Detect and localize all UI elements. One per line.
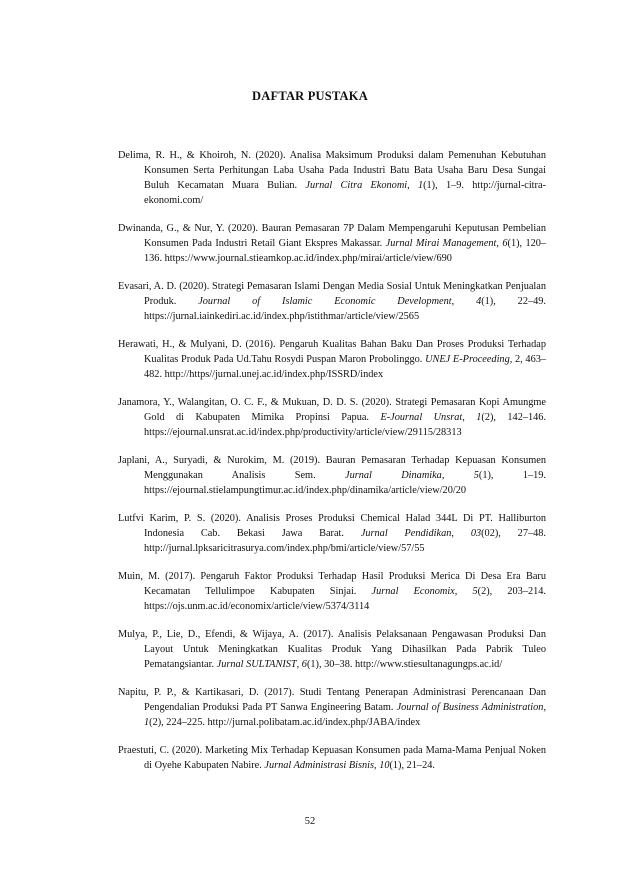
reference-text: Praestuti, C. (2020). Marketing Mix Terhadap Kepuasan Konsumen pada Mama-Mama Penjual Noken di Oyehe Kabupaten Nabire. <box>118 745 546 771</box>
reference-details: 2, 463–482. http://https//jurnal.unej.ac.id/index.php/ISSRD/index <box>144 354 547 380</box>
reference-item: Janamora, Y., Walangitan, O. C. F., & Mukuan, D. D. S. (2020). Strategi Pemasaran Kopi Amungme Gold di Kabupaten Mimika Propinsi Papua. E-Journal Unsrat, 1(2), 142–146. https://ejournal.unsrat.ac.id/index.php/productivity/article/view/29115/28313 <box>118 397 547 438</box>
reference-item: Mulya, P., Lie, D., Efendi, & Wijaya, A. (2017). Analisis Pelaksanaan Pengawasan Produksi Dan Layout Untuk Meningkatkan Kualitas Produk Yang Dihasilkan Pada Pabrik Tuleo Pematangsiantar. Jurnal SULTANIST, 6(1), 30–38. http://www.stiesultanagungps.ac.id/ <box>118 629 546 670</box>
reference-text: Janamora, Y., Walangitan, O. C. F., & Mukuan, D. D. S. (2020). Strategi Pemasaran Kopi Amungme Gold di Kabupaten Mimika Propinsi Papua. <box>118 397 546 423</box>
reference-text: Mulya, P., Lie, D., Efendi, & Wijaya, A. (2017). Analisis Pelaksanaan Pengawasan Produksi Dan Layout Untuk Meningkatkan Kualitas Produk Yang Dihasilkan Pada Pabrik Tuleo Pematangsiantar. <box>118 629 546 670</box>
reference-list <box>118 148 546 773</box>
reference-item: Delima, R. H., & Khoiroh, N. (2020). Analisa Maksimum Produksi dalam Pemenuhan Kebutuhan Konsumen Serta Perhitungan Laba Usaha Pada Industri Batu Bata Usaha Baru Desa Sungai Buluh Kecamatan Muara Bulian. Jurnal Citra Ekonomi, 1(1), 1–9. http://jurnal-citra-ekonomi.com/ <box>118 150 546 206</box>
volume: 03 <box>470 528 482 539</box>
journal-name: UNEJ E-Proceeding <box>425 354 510 365</box>
reference-text: Evasari, A. D. (2020). Strategi Pemasaran Islami Dengan Media Sosial Untuk Meningkatkan Penjualan Produk. <box>118 281 546 307</box>
volume: 1 <box>144 717 150 728</box>
reference-item: Dwinanda, G., & Nur, Y. (2020). Bauran Pemasaran 7P Dalam Mempengaruhi Keputusan Pembelian Konsumen Pada Industri Retail Giant Ekspres Makassar. Jurnal Mirai Management, 6(1), 120–136. https://www.journal.stieamkop.ac.id/index.php/mirai/article/view/690 <box>118 223 547 264</box>
reference-item: Praestuti, C. (2020). Marketing Mix Terhadap Kepuasan Konsumen pada Mama-Mama Penjual Noken di Oyehe Kabupaten Nabire. Jurnal Administrasi Bisnis, 10(1), 21–24. <box>118 745 546 771</box>
reference-item: Napitu, P. P., & Kartikasari, D. (2017). Studi Tentang Penerapan Administrasi Perencanaan Dan Pengendalian Produksi Pada PT Sanwa Engineering Batam. Journal of Business Administration, 1(2), 224–225. http://jurnal.polibatam.ac.id/index.php/JABA/index <box>118 687 547 728</box>
journal-name: Jurnal Mirai Management <box>385 238 497 249</box>
journal-name: Journal of Business Administration <box>396 702 544 713</box>
volume: 1 <box>476 412 482 423</box>
reference-details: (2), 203–214. https://ojs.unm.ac.id/economix/article/view/5374/3114 <box>144 586 547 612</box>
reference-details: (1), 1–19. https://ejournal.stielampungtimur.ac.id/index.php/dinamika/article/view/20/20 <box>144 470 547 496</box>
reference-text: Lutfvi Karim, P. S. (2020). Analisis Proses Produksi Chemical Halad 344L Di PT. Halliburton Indonesia Cab. Bekasi Jawa Barat. <box>118 513 546 539</box>
journal-name: Jurnal Administrasi Bisnis <box>264 760 375 771</box>
journal-name: Jurnal Pendidikan <box>360 528 452 539</box>
journal-name: Jurnal Economix <box>371 586 455 597</box>
volume: 5 <box>473 470 479 481</box>
journal-name: Jurnal SULTANIST <box>216 659 297 670</box>
journal-name: Jurnal Dinamika <box>345 470 442 481</box>
journal-name: Journal of Islamic Economic Development <box>198 296 452 307</box>
page-number: 52 <box>304 816 316 827</box>
volume: 5 <box>472 586 478 597</box>
journal-name: Jurnal Citra Ekonomi <box>305 180 408 191</box>
reference-details: (2), 142–146. https://ejournal.unsrat.ac.id/index.php/productivity/article/view/29115/28313 <box>144 412 547 438</box>
reference-details: (1), 1–9. http://jurnal-citra-ekonomi.com/ <box>144 180 546 206</box>
reference-item: Muin, M. (2017). Pengaruh Faktor Produksi Terhadap Hasil Produksi Merica Di Desa Era Baru Kecamatan Tellulimpoe Kabupaten Sinjai. Jurnal Economix, 5(2), 203–214. https://ojs.unm.ac.id/economix/article/view/5374/3114 <box>118 571 547 612</box>
page-title: DAFTAR PUSTAKA <box>252 89 368 103</box>
reference-item: Lutfvi Karim, P. S. (2020). Analisis Proses Produksi Chemical Halad 344L Di PT. Halliburton Indonesia Cab. Bekasi Jawa Barat. Jurnal Pendidikan, 03(02), 27–48. http://jurnal.lpksaricitrasurya.com/index.php/bmi/article/view/57/55 <box>118 513 546 554</box>
reference-text: Muin, M. (2017). Pengaruh Faktor Produksi Terhadap Hasil Produksi Merica Di Desa Era Baru Kecamatan Tellulimpoe Kabupaten Sinjai. <box>118 571 546 597</box>
reference-item: Herawati, H., & Mulyani, D. (2016). Pengaruh Kualitas Bahan Baku Dan Proses Produksi Terhadap Kualitas Produk Pada Ud.Tahu Rosydi Puspan Maron Probolinggo. UNEJ E-Proceeding, 2, 463–482. http://https//jurnal.unej.ac.id/index.php/ISSRD/index <box>118 339 547 380</box>
reference-details: (02), 27–48. http://jurnal.lpksaricitrasurya.com/index.php/bmi/article/view/57/55 <box>144 528 546 554</box>
reference-details: (1), 22–49. https://jurnal.iainkediri.ac.id/index.php/istithmar/article/view/2565 <box>144 296 546 322</box>
reference-text: Delima, R. H., & Khoiroh, N. (2020). Analisa Maksimum Produksi dalam Pemenuhan Kebutuhan Konsumen Serta Perhitungan Laba Usaha Pada Industri Batu Bata Usaha Baru Desa Sungai Buluh Kecamatan Muara Bulian. <box>118 150 546 191</box>
volume: 6 <box>502 238 508 249</box>
reference-text: Napitu, P. P., & Kartikasari, D. (2017). Studi Tentang Penerapan Administrasi Perencanaan Dan Pengendalian Produksi Pada PT Sanwa Engineering Batam. <box>118 687 546 713</box>
reference-details: (2), 224–225. http://jurnal.polibatam.ac.id/index.php/JABA/index <box>149 717 421 728</box>
reference-details: (1), 21–24. <box>389 760 435 771</box>
reference-text: Japlani, A., Suryadi, & Nurokim, M. (2019). Bauran Pemasaran Terhadap Kepuasan Konsumen Menggunakan Analisis Sem. <box>118 455 546 481</box>
reference-text: Herawati, H., & Mulyani, D. (2016). Pengaruh Kualitas Bahan Baku Dan Proses Produksi Terhadap Kualitas Produk Pada Ud.Tahu Rosydi Puspan Maron Probolinggo. <box>118 339 546 365</box>
reference-details: (1), 120–136. https://www.journal.stieamkop.ac.id/index.php/mirai/article/view/690 <box>144 238 547 264</box>
reference-item: Japlani, A., Suryadi, & Nurokim, M. (2019). Bauran Pemasaran Terhadap Kepuasan Konsumen Menggunakan Analisis Sem. Jurnal Dinamika, 5(1), 1–19. https://ejournal.stielampungtimur.ac.id/index.php/dinamika/article/view/20/20 <box>118 455 547 496</box>
reference-item: Evasari, A. D. (2020). Strategi Pemasaran Islami Dengan Media Sosial Untuk Meningkatkan Penjualan Produk. Journal of Islamic Economic Development, 4(1), 22–49. https://jurnal.iainkediri.ac.id/index.php/istithmar/article/view/2565 <box>118 281 546 322</box>
reference-text: Dwinanda, G., & Nur, Y. (2020). Bauran Pemasaran 7P Dalam Mempengaruhi Keputusan Pembelian Konsumen Pada Industri Retail Giant Ekspres Makassar. <box>118 223 546 249</box>
volume: 1 <box>417 180 424 191</box>
volume: 10 <box>379 760 390 771</box>
journal-name: E-Journal Unsrat <box>380 412 463 423</box>
volume: 6 <box>301 659 307 670</box>
reference-details: (1), 30–38. http://www.stiesultanagungps.ac.id/ <box>306 659 503 670</box>
volume: 4 <box>476 296 482 307</box>
